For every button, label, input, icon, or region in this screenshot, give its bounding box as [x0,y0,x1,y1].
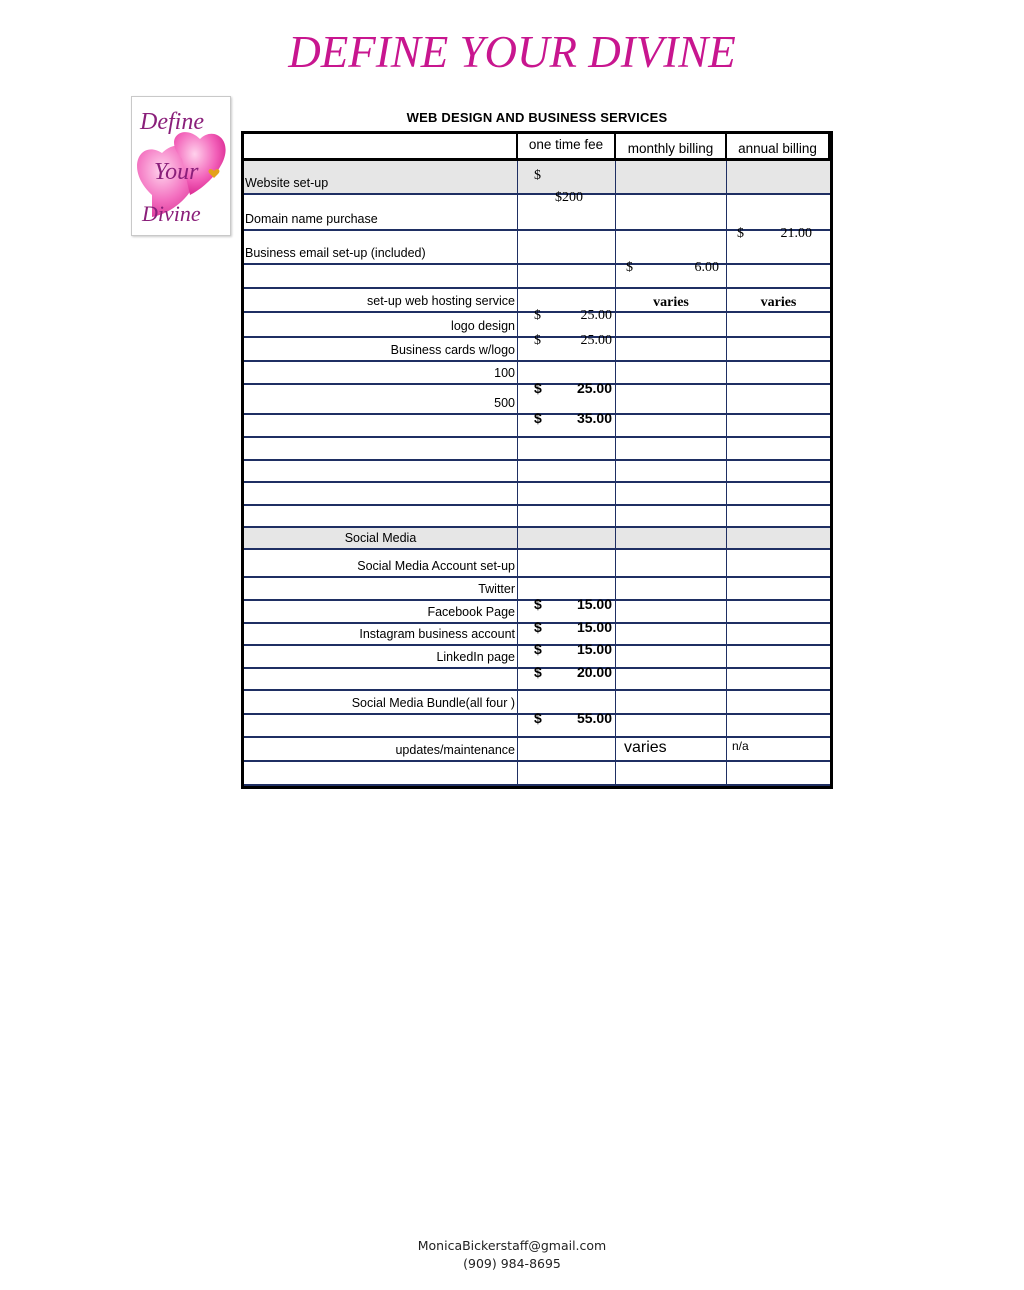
service-cell [244,289,518,311]
table-row [244,461,830,483]
header-cell-one-time-fee: one time fee [518,134,616,158]
table-row [244,231,830,275]
annual-billing-cell [727,289,830,311]
monthly-billing-cell [616,313,727,336]
annual-billing-cell [727,691,830,713]
monthly-billing-cell [616,528,727,548]
service-cell [244,313,518,336]
service-cell [244,385,518,413]
table-row [244,438,830,461]
monthly-billing-cell: $ 6.00 [616,231,727,263]
service-label: Facebook Page [427,605,515,619]
service-label: Social Media Account set-up [357,559,515,573]
annual-billing-cell [727,506,830,526]
monthly-billing-cell [616,338,727,360]
table-row [244,715,830,738]
annual-billing-cell [727,461,830,481]
pricing-table [241,131,833,789]
annual-billing-cell [727,161,830,193]
monthly-billing-cell [616,161,727,193]
billing-value: varies [653,295,689,310]
one-time-fee-cell [518,415,616,436]
table-row [244,483,830,506]
service-label: logo design [451,319,515,333]
page-title: DEFINE YOUR DIVINE [288,27,736,77]
service-cell [244,646,518,667]
svg-text:Divine: Divine [142,201,201,226]
service-label: set-up web hosting service [367,294,515,308]
service-cell [244,461,518,481]
service-cell [244,195,518,229]
one-time-fee-cell: $ 55.00 [518,691,616,713]
one-time-fee-cell [518,669,616,689]
service-cell [244,231,518,263]
one-time-fee-cell [518,438,616,459]
annual-billing-cell [727,738,830,760]
annual-billing-cell [727,669,830,689]
monthly-billing-cell [616,265,727,287]
monthly-billing-cell [616,691,727,713]
annual-billing-cell [727,313,830,336]
table-row [244,338,830,362]
monthly-billing-cell [616,506,727,526]
service-label: Business email set-up (included) [245,246,426,260]
service-cell [244,550,518,576]
monthly-billing-cell [616,385,727,413]
monthly-billing-cell [616,362,727,383]
billing-value: n/a [732,739,749,753]
service-cell [244,762,518,784]
service-cell [244,161,518,193]
one-time-fee-cell: $ 15.00 [518,578,616,599]
annual-billing-cell [727,385,830,413]
one-time-fee-cell: $ 20.00 [518,646,616,667]
one-time-fee-cell [518,550,616,576]
annual-billing-cell [727,624,830,644]
annual-billing-cell [727,646,830,667]
monthly-billing-cell [616,415,727,436]
one-time-fee-cell [518,715,616,736]
service-cell [244,691,518,713]
billing-value: varies [624,739,667,756]
header-cell-monthly-billing: monthly billing [616,134,727,158]
table-row [244,506,830,528]
annual-billing-cell [727,231,830,263]
service-label: Social Media [344,531,417,545]
table-header-row [244,134,830,161]
monthly-billing-cell [616,550,727,576]
one-time-fee-cell: $ $200 [518,161,616,193]
contact-phone: (909) 984-8695 [463,1256,561,1271]
header-cell-annual-billing: annual billing [727,134,830,158]
table-row [244,762,830,786]
service-label: updates/maintenance [395,743,515,757]
service-cell [244,362,518,383]
service-cell [244,601,518,622]
table-row [244,669,830,691]
service-cell [244,624,518,644]
annual-billing-cell [727,715,830,736]
monthly-billing-cell [616,624,727,644]
service-label: Instagram business account [359,627,515,641]
monthly-billing-cell [616,601,727,622]
table-row [244,161,830,205]
annual-billing-cell [727,550,830,576]
one-time-fee-cell: $ 15.00 [518,624,616,644]
one-time-fee-cell: $ 15.00 [518,601,616,622]
table-row [244,195,830,241]
one-time-fee-cell [518,338,616,360]
one-time-fee-cell [518,483,616,504]
service-label: 100 [494,366,515,380]
service-label: 500 [494,396,515,410]
one-time-fee-cell: $ 35.00 [518,385,616,413]
annual-billing-cell [727,578,830,599]
service-label: Website set-up [245,176,329,190]
one-time-fee-cell: $ 25.00 [518,289,616,311]
service-label: Domain name purchase [245,212,378,226]
annual-billing-cell [727,362,830,383]
one-time-fee-cell [518,461,616,481]
one-time-fee-cell: $ 25.00 [518,362,616,383]
service-cell [244,265,518,287]
service-cell [244,438,518,459]
one-time-fee-cell [518,231,616,263]
service-label: Business cards w/logo [390,343,515,357]
service-cell [244,338,518,360]
one-time-fee-cell [518,762,616,784]
monthly-billing-cell [616,438,727,459]
monthly-billing-cell [616,738,727,760]
service-cell [244,738,518,760]
service-cell [244,578,518,599]
annual-billing-cell [727,762,830,784]
annual-billing-cell [727,338,830,360]
service-cell [244,528,518,548]
annual-billing-cell [727,601,830,622]
table-row [244,550,830,578]
table-row [244,528,830,550]
service-label: Social Media Bundle(all four ) [351,696,515,710]
service-cell [244,669,518,689]
monthly-billing-cell [616,669,727,689]
one-time-fee-cell [518,506,616,526]
one-time-fee-cell [518,265,616,287]
annual-billing-cell: $ 21.00 [737,226,812,241]
brand-logo [131,96,231,236]
service-cell [244,715,518,736]
service-label: LinkedIn page [436,650,515,664]
monthly-billing-cell [616,461,727,481]
contact-footer [0,1237,1024,1273]
annual-billing-cell [727,415,830,436]
monthly-billing-cell [616,289,727,311]
annual-billing-cell [727,438,830,459]
header-cell-service [244,134,518,158]
one-time-fee-cell: $ 25.00 [518,313,616,336]
billing-value: varies [760,295,797,310]
service-cell [244,415,518,436]
table-row [244,313,830,348]
table-row [244,385,830,426]
table-row [244,362,830,396]
svg-text:Your: Your [154,159,199,185]
monthly-billing-cell [616,762,727,784]
one-time-fee-cell [518,528,616,548]
service-cell [244,506,518,526]
table-row [244,289,830,323]
svg-text:Define: Define [140,109,204,135]
monthly-billing-cell [616,715,727,736]
one-time-fee-cell [518,195,616,229]
service-label: Twitter [478,582,515,596]
table-row [244,265,830,289]
table-title: WEB DESIGN AND BUSINESS SERVICES [406,110,668,125]
annual-billing-cell [727,483,830,504]
annual-billing-cell [727,265,830,287]
monthly-billing-cell [616,195,727,229]
monthly-billing-cell [616,578,727,599]
annual-billing-cell [727,528,830,548]
table-row [244,738,830,762]
one-time-fee-cell [518,738,616,760]
table-row [244,415,830,438]
contact-email: MonicaBickerstaff@gmail.com [417,1238,607,1253]
service-cell [244,483,518,504]
monthly-billing-cell [616,646,727,667]
table-row [244,691,830,726]
table-row [244,646,830,680]
monthly-billing-cell [616,483,727,504]
